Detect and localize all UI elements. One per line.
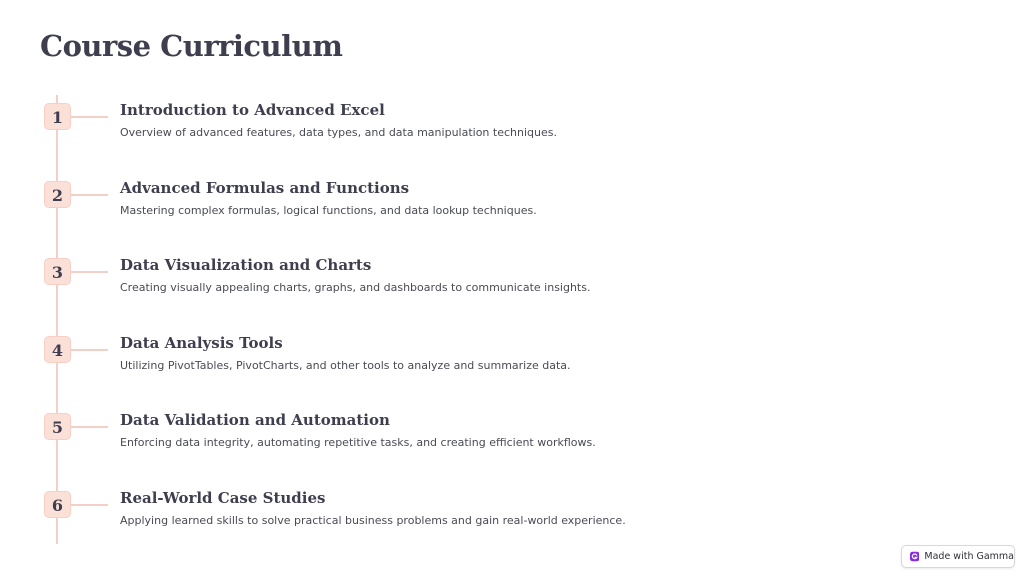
timeline-step	[0, 488, 900, 548]
page-title: Course Curriculum	[40, 29, 343, 63]
step-heading: Data Analysis Tools	[120, 334, 283, 352]
step-connector	[71, 116, 108, 118]
step-heading: Advanced Formulas and Functions	[120, 179, 410, 197]
timeline-line	[56, 95, 58, 544]
step-heading: Real-World Case Studies	[120, 489, 326, 507]
step-number: 2	[44, 181, 71, 208]
step-number: 4	[44, 336, 71, 363]
step-number: 6	[44, 491, 71, 518]
step-description: Creating visually appealing charts, graphs, and dashboards to communicate insights.	[120, 281, 591, 294]
step-number: 5	[44, 413, 71, 440]
timeline-step	[0, 255, 900, 315]
gamma-logo-icon	[910, 551, 919, 562]
step-connector	[71, 426, 108, 428]
timeline-step	[0, 333, 900, 393]
step-connector	[71, 349, 108, 351]
step-description: Applying learned skills to solve practical business problems and gain real-world experience.	[120, 514, 626, 527]
step-number: 1	[44, 103, 71, 130]
step-description: Utilizing PivotTables, PivotCharts, and other tools to analyze and summarize data.	[120, 359, 571, 372]
step-heading: Data Validation and Automation	[120, 411, 390, 429]
timeline-step	[0, 100, 900, 160]
step-description: Enforcing data integrity, automating repetitive tasks, and creating efficient workflows.	[120, 436, 596, 449]
step-connector	[71, 271, 108, 273]
step-description: Overview of advanced features, data types, and data manipulation techniques.	[120, 126, 557, 139]
step-heading: Data Visualization and Charts	[120, 256, 372, 274]
made-with-gamma-badge[interactable]	[901, 545, 1015, 568]
timeline-step	[0, 410, 900, 470]
step-description: Mastering complex formulas, logical functions, and data lookup techniques.	[120, 204, 537, 217]
step-heading: Introduction to Advanced Excel	[120, 101, 385, 119]
badge-label: Made with Gamma	[924, 551, 1014, 562]
step-connector	[71, 194, 108, 196]
step-connector	[71, 504, 108, 506]
step-number: 3	[44, 258, 71, 285]
timeline-step	[0, 178, 900, 238]
